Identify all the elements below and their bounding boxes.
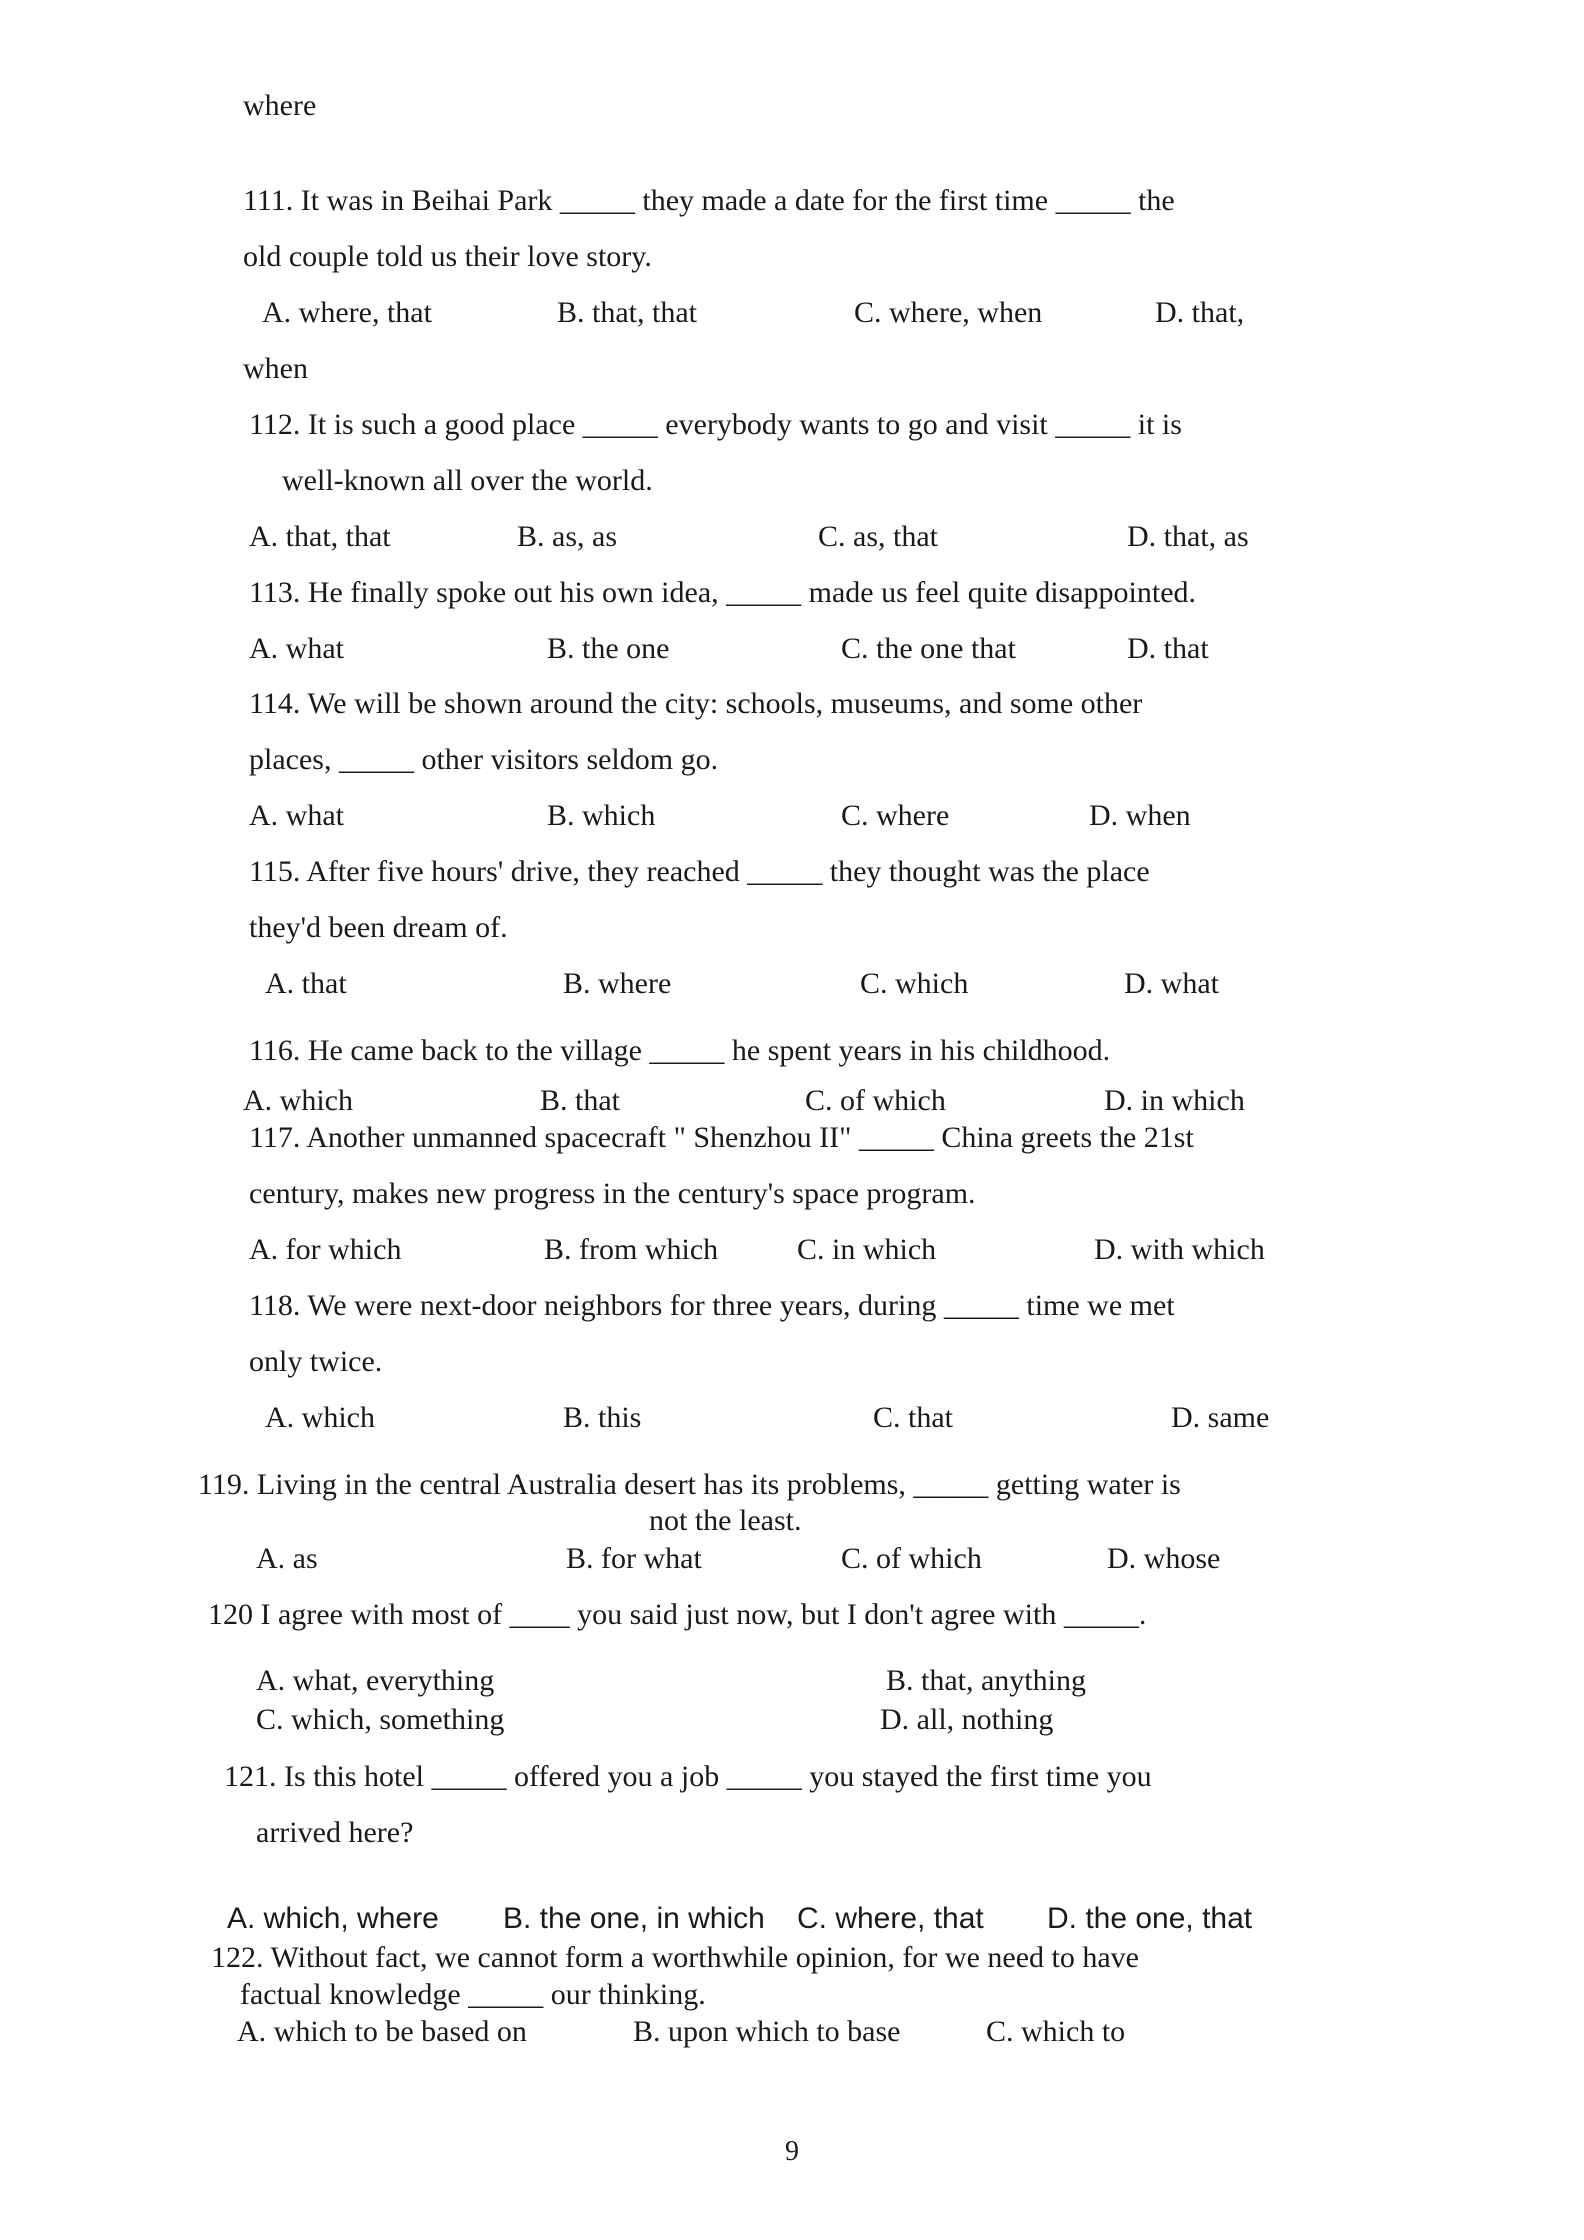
option-d: D. in which <box>1104 1084 1245 1117</box>
option-b: B. that, anything <box>886 1664 1086 1697</box>
option-b: B. where <box>563 967 672 1000</box>
option-c: C. where, when <box>854 296 1043 329</box>
option-c: C. where, that <box>797 1902 984 1935</box>
option-b: B. for what <box>566 1542 702 1575</box>
question-stem: well-known all over the world. <box>282 464 653 497</box>
question-stem: places, _____ other visitors seldom go. <box>249 743 719 776</box>
option-c: C. which to <box>986 2015 1126 2048</box>
question-stem: 113. He finally spoke out his own idea, _____ made us feel quite disappointed. <box>249 576 1197 609</box>
option-b: B. which <box>547 799 656 832</box>
question-stem: 115. After five hours' drive, they reached _____ they thought was the place <box>249 855 1150 888</box>
option-b: B. the one, in which <box>503 1902 765 1935</box>
option-a: A. for which <box>249 1233 402 1266</box>
option-c: C. of which <box>805 1084 946 1117</box>
question-stem: factual knowledge _____ our thinking. <box>240 1978 706 2011</box>
option-c: C. of which <box>841 1542 982 1575</box>
option-d: D. when <box>1089 799 1191 832</box>
question-stem: 122. Without fact, we cannot form a worthwhile opinion, for we need to have <box>211 1941 1139 1974</box>
question-stem: 112. It is such a good place _____ everybody wants to go and visit _____ it is <box>249 408 1182 441</box>
option-a: A. where, that <box>262 296 432 329</box>
option-b: B. from which <box>544 1233 719 1266</box>
question-stem: arrived here? <box>256 1816 414 1849</box>
carryover-text: where <box>243 89 317 122</box>
option-a: A. that <box>265 967 347 1000</box>
option-a: A. which to be based on <box>237 2015 527 2048</box>
option-a: A. what, everything <box>256 1664 495 1697</box>
question-stem: 118. We were next-door neighbors for three years, during _____ time we met <box>249 1289 1175 1322</box>
option-b: B. upon which to base <box>633 2015 901 2048</box>
option-a: A. which <box>243 1084 353 1117</box>
option-d: D. what <box>1124 967 1219 1000</box>
option-c: C. the one that <box>841 632 1016 665</box>
option-c: C. as, that <box>818 520 938 553</box>
option-c: C. which, something <box>256 1703 505 1736</box>
option-a: A. what <box>249 632 344 665</box>
option-d: D. whose <box>1107 1542 1221 1575</box>
option-d-overflow: when <box>243 352 308 385</box>
question-stem: 121. Is this hotel _____ offered you a job _____ you stayed the first time you <box>224 1760 1152 1793</box>
option-d: D. the one, that <box>1047 1902 1253 1935</box>
question-stem: only twice. <box>249 1345 383 1378</box>
option-a: A. that, that <box>249 520 391 553</box>
option-d: D. that, as <box>1127 520 1249 553</box>
option-b: B. as, as <box>517 520 617 553</box>
option-d: D. that, <box>1155 296 1245 329</box>
question-stem: 120 I agree with most of ____ you said just now, but I don't agree with _____. <box>208 1598 1147 1631</box>
option-a: A. which <box>265 1401 375 1434</box>
page-number: 9 <box>785 2136 799 2167</box>
option-d: D. that <box>1127 632 1209 665</box>
option-c: C. which <box>860 967 969 1000</box>
option-b: B. that <box>540 1084 620 1117</box>
option-c: C. in which <box>797 1233 937 1266</box>
option-d: D. with which <box>1094 1233 1265 1266</box>
option-c: C. where <box>841 799 950 832</box>
question-stem: 116. He came back to the village _____ he spent years in his childhood. <box>249 1034 1111 1067</box>
option-b: B. this <box>563 1401 642 1434</box>
option-b: B. the one <box>547 632 670 665</box>
question-stem: they'd been dream of. <box>249 911 508 944</box>
option-d: D. all, nothing <box>880 1703 1054 1736</box>
question-stem: not the least. <box>649 1504 802 1537</box>
question-stem: 114. We will be shown around the city: schools, museums, and some other <box>249 687 1143 720</box>
option-c: C. that <box>873 1401 953 1434</box>
question-stem: 111. It was in Beihai Park _____ they made a date for the first time _____ the <box>243 184 1175 217</box>
question-stem: 117. Another unmanned spacecraft " Shenzhou II" _____ China greets the 21st <box>249 1121 1194 1154</box>
option-a: A. what <box>249 799 344 832</box>
option-a: A. as <box>256 1542 318 1575</box>
option-d: D. same <box>1171 1401 1270 1434</box>
question-stem: century, makes new progress in the century's space program. <box>249 1177 976 1210</box>
option-b: B. that, that <box>557 296 697 329</box>
question-stem: 119. Living in the central Australia desert has its problems, _____ getting water is <box>198 1468 1181 1501</box>
question-stem: old couple told us their love story. <box>243 240 652 273</box>
option-a: A. which, where <box>227 1902 439 1935</box>
